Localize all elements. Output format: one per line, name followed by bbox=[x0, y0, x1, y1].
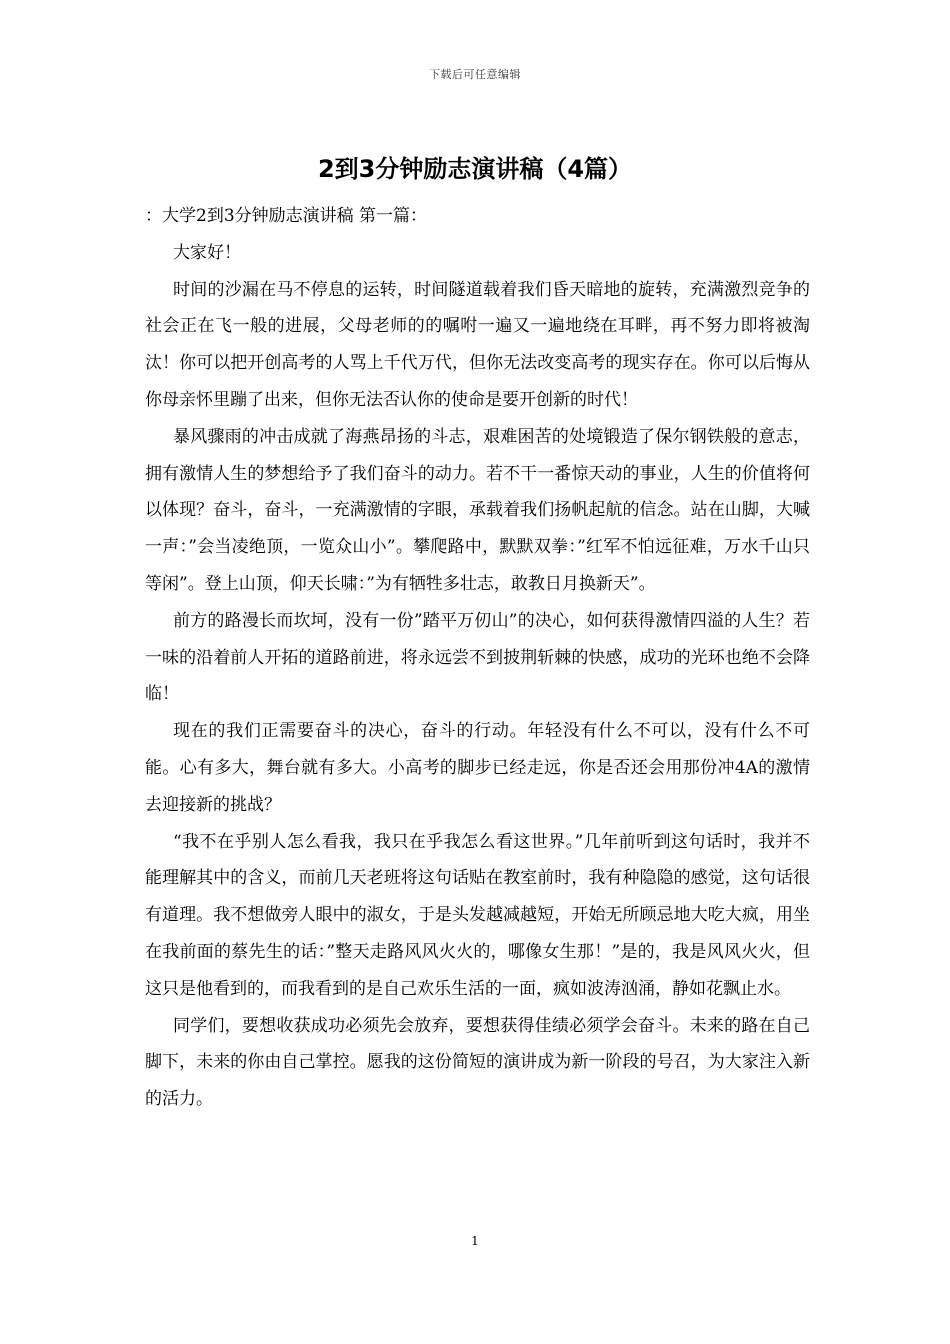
paragraph: 同学们，要想收获成功必须先会放弃，要想获得佳绩必须学会奋斗。未来的路在自己脚下，未来的你由自己掌控。愿我的这份简短的演讲成为新一阶段的号召，为大家注入新的活力。 bbox=[145, 1015, 810, 1110]
paragraph-greeting: 大家好！ bbox=[173, 242, 241, 263]
paragraph: 暴风骤雨的冲击成就了海燕昂扬的斗志，艰难困苦的处境锻造了保尔钢铁般的意志，拥有激情人生的梦想给予了我们奋斗的动力。若不干一番惊天动的事业，人生的价值将何以体现？奋斗，奋斗，一充满激情的字眼，承载着我们扬帆起航的信念。站在山脚，大喊一声：”会当凌绝顶，一览众山小”。攀爬路中，默默双拳：”红军不怕远征难，万水千山只等闲”。登上山顶，仰天长啸：”为有牺牲多壮志，敢教日月换新天”。 bbox=[145, 426, 810, 594]
paragraph: “我不在乎别人怎么看我，我只在乎我怎么看这世界。”几年前听到这句话时，我并不能理解其中的含义，而前几天老班将这句话贴在教室前时，我有种隐隐的感觉，这句话很有道理。我不想做旁人眼中的淑女，于是头发越减越短，开始无所顾忌地大吃大疯，用坐在我前面的蔡先生的话：”整天走路风风火火的，哪像女生那！”是的，我是风风火火，但这只是他看到的，而我看到的是自己欢乐生活的一面，疯如波涛汹涌，静如花飘止水。 bbox=[145, 831, 810, 999]
document-body bbox=[145, 198, 810, 1118]
document-title: 2到3分钟励志演讲稿（4篇） bbox=[317, 155, 633, 183]
paragraph: 时间的沙漏在马不停息的运转，时间隧道载着我们昏天暗地的旋转，充满激烈竞争的社会正在飞一般的进展，父母老师的的嘱咐一遍又一遍地绕在耳畔，再不努力即将被淘汰！你可以把开创高考的人骂上千代万代，但你无法改变高考的现实存在。你可以后悔从你母亲怀里蹦了出来，但你无法否认你的使命是要开创新的时代！ bbox=[145, 279, 810, 410]
page-number: 1 bbox=[471, 1234, 479, 1248]
section-heading: ：大学2到3分钟励志演讲稿 第一篇： bbox=[145, 206, 428, 226]
header-note: 下载后可任意编辑 bbox=[429, 68, 521, 81]
paragraph: 前方的路漫长而坎坷，没有一份”踏平万仞山”的决心，如何获得激情四溢的人生？若一味的沿着前人开拓的道路前进，将永远尝不到披荆斩棘的快感，成功的光环也绝不会降临！ bbox=[145, 610, 810, 705]
paragraph: 现在的我们正需要奋斗的决心，奋斗的行动。年轻没有什么不可以，没有什么不可能。心有多大，舞台就有多大。小高考的脚步已经走远，你是否还会用那份冲4A的激情去迎接新的挑战？ bbox=[145, 721, 810, 815]
